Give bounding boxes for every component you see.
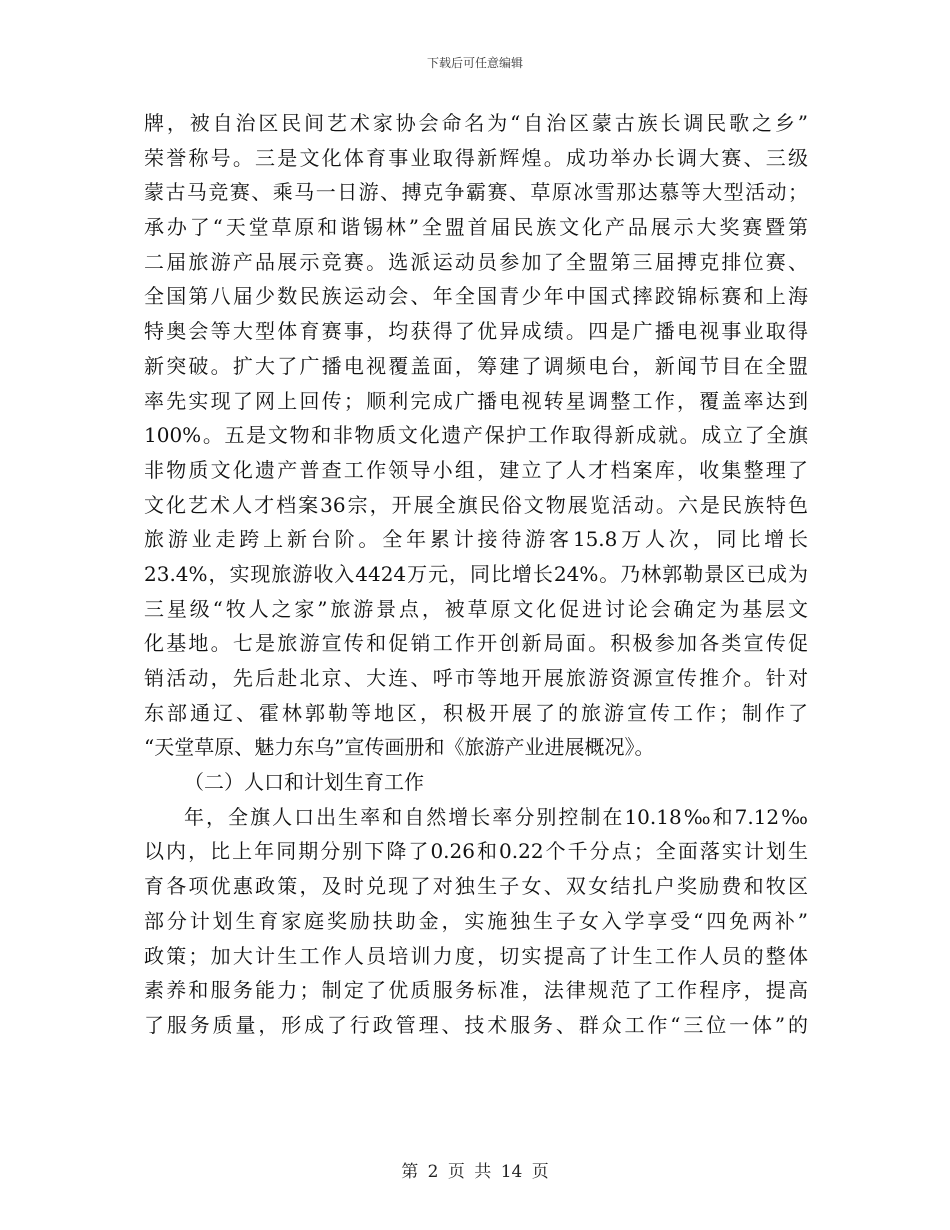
paragraph-line: 新突破。扩大了广播电视覆盖面，筹建了调频电台，新闻节目在全盟: [144, 353, 808, 378]
paragraph-line: 以内，比上年同期分别下降了0.26和0.22个千分点；全面落实计划生: [144, 839, 808, 864]
paragraph-line: 了服务质量，形成了行政管理、技术服务、群众工作“三位一体”的: [144, 1012, 808, 1037]
paragraph-line: 东部通辽、霍林郭勒等地区，积极开展了的旅游宣传工作；制作了: [144, 700, 808, 725]
paragraph-line: 非物质文化遗产普查工作领导小组，建立了人才档案库，收集整理了: [144, 457, 808, 482]
paragraph-line: 年，全旗人口出生率和自然增长率分别控制在10.18‰和7.12‰: [184, 804, 808, 829]
document-body: [144, 106, 808, 1043]
paragraph-line: 二届旅游产品展示竞赛。选派运动员参加了全盟第三届搏克排位赛、: [144, 249, 808, 274]
page-header: 下载后可任意编辑: [426, 56, 523, 70]
paragraph-line: 部分计划生育家庭奖励扶助金，实施独生子女入学享受“四免两补”: [144, 908, 808, 933]
paragraph-line: 素养和服务能力；制定了优质服务标准，法律规范了工作程序，提高: [144, 978, 808, 1003]
paragraph-line: 销活动，先后赴北京、大连、呼市等地开展旅游资源宣传推介。针对: [144, 666, 808, 690]
paragraph-line: 旅游业走跨上新台阶。全年累计接待游客15.8万人次，同比增长: [144, 527, 808, 552]
paragraph-line: 荣誉称号。三是文化体育事业取得新辉煌。成功举办长调大赛、三级: [144, 145, 808, 170]
paragraph-line: 蒙古马竞赛、乘马一日游、搏克争霸赛、草原冰雪那达慕等大型活动；: [144, 180, 808, 205]
paragraph-line: 牌，被自治区民间艺术家协会命名为“自治区蒙古族长调民歌之乡”: [144, 111, 808, 135]
paragraph-line: 政策；加大计生工作人员培训力度，切实提高了计生工作人员的整体: [144, 943, 808, 968]
paragraph-line: 三星级“牧人之家”旅游景点，被草原文化促进讨论会确定为基层文: [144, 596, 808, 621]
paragraph-line: “天堂草原、魅力东乌”宣传画册和《旅游产业进展概况》。: [144, 735, 655, 760]
page-footer: 第 2 页 共 14 页: [401, 1162, 549, 1182]
paragraph-line: 育各项优惠政策，及时兑现了对独生子女、双女结扎户奖励费和牧区: [144, 874, 808, 899]
paragraph-line: 23.4%，实现旅游收入4424万元，同比增长24%。乃林郭勒景区已成为: [144, 561, 808, 586]
section-heading: （二）人口和计划生育工作: [184, 770, 424, 795]
paragraph-line: 文化艺术人才档案36宗，开展全旗民俗文物展览活动。六是民族特色: [144, 492, 808, 517]
paragraph-line: 100%。五是文物和非物质文化遗产保护工作取得新成就。成立了全旗: [144, 423, 808, 448]
paragraph-line: 特奥会等大型体育赛事，均获得了优异成绩。四是广播电视事业取得: [144, 319, 808, 344]
paragraph-line: 全国第八届少数民族运动会、年全国青少年中国式摔跤锦标赛和上海: [144, 284, 808, 309]
paragraph-line: 化基地。七是旅游宣传和促销工作开创新局面。积极参加各类宣传促: [144, 631, 808, 656]
paragraph-line: 承办了“天堂草原和谐锡林”全盟首届民族文化产品展示大奖赛暨第: [144, 215, 808, 240]
paragraph-line: 率先实现了网上回传；顺利完成广播电视转星调整工作，覆盖率达到: [144, 388, 808, 413]
